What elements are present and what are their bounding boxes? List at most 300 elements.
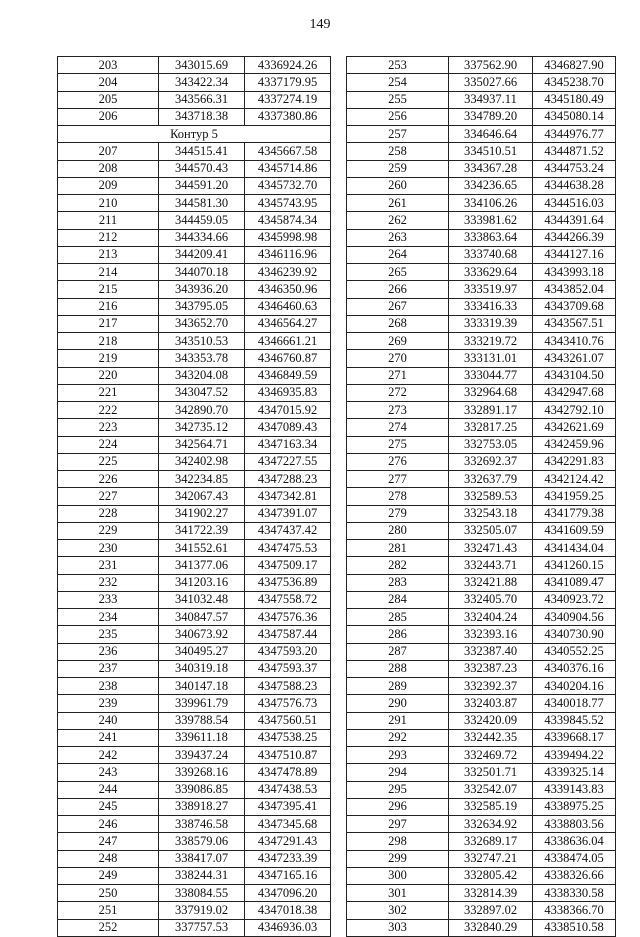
table-row [58, 609, 331, 626]
x-coordinate-cell: 334510.51 [449, 143, 533, 160]
x-coordinate-cell: 332420.09 [449, 712, 533, 729]
point-number-cell: 231 [58, 557, 159, 574]
x-coordinate-cell: 343047.52 [159, 384, 245, 401]
y-coordinate-cell: 4346827.90 [533, 57, 616, 74]
y-coordinate-cell: 4341089.47 [533, 574, 616, 591]
y-coordinate-cell: 4346350.96 [245, 281, 331, 298]
point-number-cell: 257 [347, 126, 449, 143]
y-coordinate-cell: 4345080.14 [533, 108, 616, 125]
point-number-cell: 245 [58, 798, 159, 815]
point-number-cell: 298 [347, 833, 449, 850]
x-coordinate-cell: 332585.19 [449, 798, 533, 815]
y-coordinate-cell: 4340552.25 [533, 643, 616, 660]
x-coordinate-cell: 334937.11 [449, 91, 533, 108]
y-coordinate-cell: 4344127.16 [533, 246, 616, 263]
point-number-cell: 267 [347, 298, 449, 315]
x-coordinate-cell: 339437.24 [159, 747, 245, 764]
y-coordinate-cell: 4337274.19 [245, 91, 331, 108]
coordinates-table-right [346, 56, 616, 937]
point-number-cell: 281 [347, 540, 449, 557]
table-row [347, 919, 616, 936]
point-number-cell: 209 [58, 177, 159, 194]
y-coordinate-cell: 4347391.07 [245, 505, 331, 522]
table-row [347, 246, 616, 263]
point-number-cell: 274 [347, 419, 449, 436]
point-number-cell: 275 [347, 436, 449, 453]
point-number-cell: 270 [347, 350, 449, 367]
point-number-cell: 261 [347, 195, 449, 212]
x-coordinate-cell: 332814.39 [449, 885, 533, 902]
point-number-cell: 216 [58, 298, 159, 315]
table-row [58, 298, 331, 315]
table-row [347, 453, 616, 470]
point-number-cell: 246 [58, 816, 159, 833]
point-number-cell: 294 [347, 764, 449, 781]
table-row [58, 850, 331, 867]
x-coordinate-cell: 341902.27 [159, 505, 245, 522]
x-coordinate-cell: 343652.70 [159, 315, 245, 332]
section-row [58, 126, 331, 143]
y-coordinate-cell: 4347089.43 [245, 419, 331, 436]
x-coordinate-cell: 333629.64 [449, 264, 533, 281]
x-coordinate-cell: 333981.62 [449, 212, 533, 229]
y-coordinate-cell: 4340376.16 [533, 660, 616, 677]
x-coordinate-cell: 341377.06 [159, 557, 245, 574]
y-coordinate-cell: 4341434.04 [533, 540, 616, 557]
y-coordinate-cell: 4343567.51 [533, 315, 616, 332]
table-row [58, 177, 331, 194]
point-number-cell: 296 [347, 798, 449, 815]
point-number-cell: 204 [58, 74, 159, 91]
y-coordinate-cell: 4342459.96 [533, 436, 616, 453]
point-number-cell: 277 [347, 471, 449, 488]
y-coordinate-cell: 4342124.42 [533, 471, 616, 488]
x-coordinate-cell: 333416.33 [449, 298, 533, 315]
y-coordinate-cell: 4338975.25 [533, 798, 616, 815]
point-number-cell: 224 [58, 436, 159, 453]
y-coordinate-cell: 4338636.04 [533, 833, 616, 850]
y-coordinate-cell: 4347345.68 [245, 816, 331, 833]
y-coordinate-cell: 4343410.76 [533, 333, 616, 350]
y-coordinate-cell: 4346460.63 [245, 298, 331, 315]
y-coordinate-cell: 4345714.86 [245, 160, 331, 177]
y-coordinate-cell: 4343852.04 [533, 281, 616, 298]
table-row [58, 143, 331, 160]
table-row [58, 91, 331, 108]
y-coordinate-cell: 4337380.86 [245, 108, 331, 125]
y-coordinate-cell: 4347593.37 [245, 660, 331, 677]
y-coordinate-cell: 4339845.52 [533, 712, 616, 729]
coordinates-table-left [57, 56, 331, 937]
x-coordinate-cell: 333044.77 [449, 367, 533, 384]
table-row [58, 540, 331, 557]
y-coordinate-cell: 4344638.28 [533, 177, 616, 194]
point-number-cell: 243 [58, 764, 159, 781]
y-coordinate-cell: 4342291.83 [533, 453, 616, 470]
point-number-cell: 244 [58, 781, 159, 798]
table-row [347, 57, 616, 74]
x-coordinate-cell: 334367.28 [449, 160, 533, 177]
y-coordinate-cell: 4347536.89 [245, 574, 331, 591]
x-coordinate-cell: 343422.34 [159, 74, 245, 91]
point-number-cell: 280 [347, 522, 449, 539]
table-row [58, 660, 331, 677]
page-number: 149 [309, 17, 331, 32]
table-row [58, 781, 331, 798]
point-number-cell: 205 [58, 91, 159, 108]
table-row [347, 850, 616, 867]
point-number-cell: 258 [347, 143, 449, 160]
point-number-cell: 226 [58, 471, 159, 488]
x-coordinate-cell: 332505.07 [449, 522, 533, 539]
point-number-cell: 266 [347, 281, 449, 298]
table-row [58, 212, 331, 229]
point-number-cell: 285 [347, 609, 449, 626]
y-coordinate-cell: 4341609.59 [533, 522, 616, 539]
y-coordinate-cell: 4347560.51 [245, 712, 331, 729]
y-coordinate-cell: 4343993.18 [533, 264, 616, 281]
y-coordinate-cell: 4341959.25 [533, 488, 616, 505]
table-row [58, 281, 331, 298]
x-coordinate-cell: 342067.43 [159, 488, 245, 505]
table-row [347, 574, 616, 591]
y-coordinate-cell: 4347478.89 [245, 764, 331, 781]
x-coordinate-cell: 332817.25 [449, 419, 533, 436]
x-coordinate-cell: 337562.90 [449, 57, 533, 74]
y-coordinate-cell: 4346239.92 [245, 264, 331, 281]
point-number-cell: 208 [58, 160, 159, 177]
table-row [58, 764, 331, 781]
table-row [58, 471, 331, 488]
point-number-cell: 303 [347, 919, 449, 936]
x-coordinate-cell: 334236.65 [449, 177, 533, 194]
point-number-cell: 251 [58, 902, 159, 919]
table-row [347, 281, 616, 298]
y-coordinate-cell: 4347588.23 [245, 678, 331, 695]
y-coordinate-cell: 4347015.92 [245, 402, 331, 419]
coordinates-table-right-body [347, 57, 616, 937]
point-number-cell: 219 [58, 350, 159, 367]
table-row [58, 919, 331, 936]
x-coordinate-cell: 332442.35 [449, 729, 533, 746]
x-coordinate-cell: 344591.20 [159, 177, 245, 194]
table-row [58, 246, 331, 263]
point-number-cell: 282 [347, 557, 449, 574]
point-number-cell: 291 [347, 712, 449, 729]
point-number-cell: 217 [58, 315, 159, 332]
x-coordinate-cell: 340147.18 [159, 678, 245, 695]
table-row [347, 488, 616, 505]
x-coordinate-cell: 332634.92 [449, 816, 533, 833]
x-coordinate-cell: 338244.31 [159, 867, 245, 884]
table-row [58, 522, 331, 539]
point-number-cell: 232 [58, 574, 159, 591]
point-number-cell: 284 [347, 591, 449, 608]
y-coordinate-cell: 4341260.15 [533, 557, 616, 574]
x-coordinate-cell: 333219.72 [449, 333, 533, 350]
x-coordinate-cell: 344209.41 [159, 246, 245, 263]
x-coordinate-cell: 332543.18 [449, 505, 533, 522]
x-coordinate-cell: 343795.05 [159, 298, 245, 315]
point-number-cell: 215 [58, 281, 159, 298]
table-row [347, 177, 616, 194]
y-coordinate-cell: 4347342.81 [245, 488, 331, 505]
point-number-cell: 248 [58, 850, 159, 867]
table-row [58, 453, 331, 470]
table-row [347, 108, 616, 125]
table-row [347, 367, 616, 384]
point-number-cell: 289 [347, 678, 449, 695]
y-coordinate-cell: 4340018.77 [533, 695, 616, 712]
table-row [347, 798, 616, 815]
x-coordinate-cell: 344570.43 [159, 160, 245, 177]
x-coordinate-cell: 334106.26 [449, 195, 533, 212]
y-coordinate-cell: 4337179.95 [245, 74, 331, 91]
y-coordinate-cell: 4346116.96 [245, 246, 331, 263]
y-coordinate-cell: 4338366.70 [533, 902, 616, 919]
y-coordinate-cell: 4338330.58 [533, 885, 616, 902]
table-row [58, 643, 331, 660]
x-coordinate-cell: 342735.12 [159, 419, 245, 436]
table-row [58, 402, 331, 419]
point-number-cell: 295 [347, 781, 449, 798]
y-coordinate-cell: 4345874.34 [245, 212, 331, 229]
x-coordinate-cell: 338918.27 [159, 798, 245, 815]
table-row [347, 264, 616, 281]
x-coordinate-cell: 333740.68 [449, 246, 533, 263]
table-row [58, 833, 331, 850]
point-number-cell: 220 [58, 367, 159, 384]
x-coordinate-cell: 332589.53 [449, 488, 533, 505]
y-coordinate-cell: 4345238.70 [533, 74, 616, 91]
table-row [58, 436, 331, 453]
y-coordinate-cell: 4346849.59 [245, 367, 331, 384]
table-row [58, 902, 331, 919]
point-number-cell: 272 [347, 384, 449, 401]
y-coordinate-cell: 4347288.23 [245, 471, 331, 488]
point-number-cell: 218 [58, 333, 159, 350]
x-coordinate-cell: 332387.23 [449, 660, 533, 677]
point-number-cell: 212 [58, 229, 159, 246]
table-row [58, 678, 331, 695]
table-row [347, 384, 616, 401]
point-number-cell: 210 [58, 195, 159, 212]
y-coordinate-cell: 4344976.77 [533, 126, 616, 143]
y-coordinate-cell: 4342792.10 [533, 402, 616, 419]
point-number-cell: 290 [347, 695, 449, 712]
y-coordinate-cell: 4345667.58 [245, 143, 331, 160]
x-coordinate-cell: 332421.88 [449, 574, 533, 591]
table-row [347, 419, 616, 436]
x-coordinate-cell: 343718.38 [159, 108, 245, 125]
point-number-cell: 233 [58, 591, 159, 608]
x-coordinate-cell: 343204.08 [159, 367, 245, 384]
x-coordinate-cell: 343936.20 [159, 281, 245, 298]
table-row [58, 160, 331, 177]
x-coordinate-cell: 339961.79 [159, 695, 245, 712]
y-coordinate-cell: 4347576.73 [245, 695, 331, 712]
y-coordinate-cell: 4342947.68 [533, 384, 616, 401]
table-row [58, 108, 331, 125]
table-row [58, 885, 331, 902]
y-coordinate-cell: 4347593.20 [245, 643, 331, 660]
point-number-cell: 263 [347, 229, 449, 246]
y-coordinate-cell: 4339494.22 [533, 747, 616, 764]
x-coordinate-cell: 332897.02 [449, 902, 533, 919]
x-coordinate-cell: 341032.48 [159, 591, 245, 608]
x-coordinate-cell: 332393.16 [449, 626, 533, 643]
y-coordinate-cell: 4346936.03 [245, 919, 331, 936]
point-number-cell: 254 [347, 74, 449, 91]
x-coordinate-cell: 343353.78 [159, 350, 245, 367]
table-row [58, 816, 331, 833]
point-number-cell: 238 [58, 678, 159, 695]
y-coordinate-cell: 4338510.58 [533, 919, 616, 936]
table-row [347, 350, 616, 367]
y-coordinate-cell: 4347587.44 [245, 626, 331, 643]
table-row [347, 660, 616, 677]
table-row [58, 350, 331, 367]
table-row [347, 764, 616, 781]
point-number-cell: 230 [58, 540, 159, 557]
table-row [347, 867, 616, 884]
section-title: Контур 5 [58, 126, 331, 143]
x-coordinate-cell: 333131.01 [449, 350, 533, 367]
point-number-cell: 283 [347, 574, 449, 591]
y-coordinate-cell: 4336924.26 [245, 57, 331, 74]
y-coordinate-cell: 4345743.95 [245, 195, 331, 212]
y-coordinate-cell: 4346935.83 [245, 384, 331, 401]
point-number-cell: 279 [347, 505, 449, 522]
table-row [58, 488, 331, 505]
y-coordinate-cell: 4344266.39 [533, 229, 616, 246]
x-coordinate-cell: 335027.66 [449, 74, 533, 91]
x-coordinate-cell: 332805.42 [449, 867, 533, 884]
x-coordinate-cell: 332891.17 [449, 402, 533, 419]
y-coordinate-cell: 4339143.83 [533, 781, 616, 798]
y-coordinate-cell: 4346760.87 [245, 350, 331, 367]
x-coordinate-cell: 332392.37 [449, 678, 533, 695]
table-row [347, 402, 616, 419]
x-coordinate-cell: 334789.20 [449, 108, 533, 125]
point-number-cell: 256 [347, 108, 449, 125]
table-row [347, 471, 616, 488]
point-number-cell: 253 [347, 57, 449, 74]
table-row [347, 643, 616, 660]
point-number-cell: 225 [58, 453, 159, 470]
table-row [347, 591, 616, 608]
y-coordinate-cell: 4345180.49 [533, 91, 616, 108]
point-number-cell: 269 [347, 333, 449, 350]
y-coordinate-cell: 4344871.52 [533, 143, 616, 160]
point-number-cell: 273 [347, 402, 449, 419]
x-coordinate-cell: 332387.40 [449, 643, 533, 660]
table-row [58, 367, 331, 384]
x-coordinate-cell: 332840.29 [449, 919, 533, 936]
y-coordinate-cell: 4345732.70 [245, 177, 331, 194]
table-row [58, 419, 331, 436]
x-coordinate-cell: 332501.71 [449, 764, 533, 781]
x-coordinate-cell: 332692.37 [449, 453, 533, 470]
x-coordinate-cell: 332405.70 [449, 591, 533, 608]
y-coordinate-cell: 4347475.53 [245, 540, 331, 557]
y-coordinate-cell: 4346661.21 [245, 333, 331, 350]
point-number-cell: 235 [58, 626, 159, 643]
point-number-cell: 247 [58, 833, 159, 850]
x-coordinate-cell: 338746.58 [159, 816, 245, 833]
point-number-cell: 241 [58, 729, 159, 746]
table-row [58, 74, 331, 91]
table-row [58, 315, 331, 332]
x-coordinate-cell: 334646.64 [449, 126, 533, 143]
table-row [347, 747, 616, 764]
table-row [58, 557, 331, 574]
point-number-cell: 206 [58, 108, 159, 125]
x-coordinate-cell: 332964.68 [449, 384, 533, 401]
y-coordinate-cell: 4346564.27 [245, 315, 331, 332]
point-number-cell: 292 [347, 729, 449, 746]
x-coordinate-cell: 333319.39 [449, 315, 533, 332]
x-coordinate-cell: 332637.79 [449, 471, 533, 488]
table-row [347, 540, 616, 557]
x-coordinate-cell: 341552.61 [159, 540, 245, 557]
y-coordinate-cell: 4339668.17 [533, 729, 616, 746]
table-row [347, 626, 616, 643]
point-number-cell: 236 [58, 643, 159, 660]
table-row [347, 729, 616, 746]
y-coordinate-cell: 4347509.17 [245, 557, 331, 574]
x-coordinate-cell: 343510.53 [159, 333, 245, 350]
point-number-cell: 222 [58, 402, 159, 419]
point-number-cell: 276 [347, 453, 449, 470]
y-coordinate-cell: 4344516.03 [533, 195, 616, 212]
y-coordinate-cell: 4347291.43 [245, 833, 331, 850]
table-row [58, 57, 331, 74]
table-row [347, 298, 616, 315]
point-number-cell: 227 [58, 488, 159, 505]
y-coordinate-cell: 4347233.39 [245, 850, 331, 867]
y-coordinate-cell: 4347163.34 [245, 436, 331, 453]
table-row [347, 609, 616, 626]
table-row [347, 160, 616, 177]
point-number-cell: 252 [58, 919, 159, 936]
table-row [347, 126, 616, 143]
table-row [58, 867, 331, 884]
point-number-cell: 240 [58, 712, 159, 729]
x-coordinate-cell: 332542.07 [449, 781, 533, 798]
table-row [347, 833, 616, 850]
table-row [347, 436, 616, 453]
point-number-cell: 239 [58, 695, 159, 712]
x-coordinate-cell: 339611.18 [159, 729, 245, 746]
point-number-cell: 293 [347, 747, 449, 764]
x-coordinate-cell: 344515.41 [159, 143, 245, 160]
y-coordinate-cell: 4347018.38 [245, 902, 331, 919]
table-row [347, 74, 616, 91]
table-row [347, 816, 616, 833]
y-coordinate-cell: 4343104.50 [533, 367, 616, 384]
point-number-cell: 302 [347, 902, 449, 919]
y-coordinate-cell: 4347395.41 [245, 798, 331, 815]
y-coordinate-cell: 4347096.20 [245, 885, 331, 902]
y-coordinate-cell: 4347558.72 [245, 591, 331, 608]
y-coordinate-cell: 4347576.36 [245, 609, 331, 626]
point-number-cell: 265 [347, 264, 449, 281]
x-coordinate-cell: 337757.53 [159, 919, 245, 936]
x-coordinate-cell: 332443.71 [449, 557, 533, 574]
table-row [347, 212, 616, 229]
table-row [58, 229, 331, 246]
